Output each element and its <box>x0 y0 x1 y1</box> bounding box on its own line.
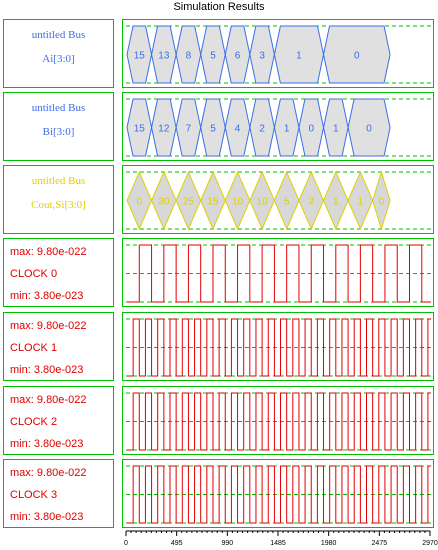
bus-waveform-ai[interactable] <box>122 19 434 88</box>
clock-max-value: max: 9.80e-022 <box>10 394 87 406</box>
time-axis <box>122 529 438 550</box>
clock-label-2[interactable] <box>3 386 114 455</box>
bus-value-label: 7 <box>185 123 192 135</box>
clock-trace <box>127 466 431 523</box>
bus-value-label: 0 <box>354 50 360 62</box>
axis-tick-label: 990 <box>221 540 234 547</box>
clock-name: CLOCK 3 <box>10 489 58 501</box>
bus-waveform-bi[interactable] <box>122 92 434 161</box>
bus-signal-name: Bi[3:0] <box>42 126 75 138</box>
bus-value-label: 1 <box>333 123 339 135</box>
clock-max-value: max: 9.80e-022 <box>10 320 87 332</box>
bus-value-label: 5 <box>210 50 216 62</box>
clock-trace <box>127 245 431 302</box>
bus-signal-name: Cout,Si[3:0] <box>31 199 86 211</box>
clock-max-value: max: 9.80e-022 <box>10 246 87 258</box>
clock-name: CLOCK 2 <box>10 416 58 428</box>
clock-name: CLOCK 1 <box>10 342 58 354</box>
bus-label-ai[interactable] <box>3 19 114 88</box>
clock-min-value: min: 3.80e-023 <box>10 364 84 376</box>
bus-value-label: 5 <box>283 196 290 208</box>
bus-value-label: 0 <box>378 196 385 208</box>
axis-tick-label: 1980 <box>320 540 337 547</box>
bus-waveform-svg <box>123 20 435 89</box>
axis-tick-label: 0 <box>124 540 128 547</box>
bus-value-label: 4 <box>234 123 241 135</box>
bus-value-label: 15 <box>133 50 145 62</box>
bus-value-label: 5 <box>210 123 216 135</box>
bus-waveform-cout-si[interactable] <box>122 165 434 234</box>
clock-waveform-svg <box>123 313 435 382</box>
bus-signal-name: Ai[3:0] <box>42 53 75 65</box>
bus-value-label: 0 <box>366 123 372 135</box>
clock-waveform-svg <box>123 239 435 308</box>
bus-value-label: 1 <box>296 50 302 62</box>
clock-label-0[interactable] <box>3 238 114 307</box>
axis-tick-label: 2970 <box>422 540 438 547</box>
bus-waveform-svg <box>123 166 435 235</box>
bus-value-label: 0 <box>308 123 315 135</box>
bus-value-label: 1 <box>283 123 290 135</box>
bus-value-label: 30 <box>158 196 170 208</box>
clock-waveform-svg <box>123 460 435 529</box>
clock-waveform-0[interactable] <box>122 238 434 307</box>
axis-tick-label: 2475 <box>371 540 388 547</box>
bus-value-label: 13 <box>158 50 170 62</box>
clock-trace <box>127 319 431 376</box>
bus-name: untitled Bus <box>31 175 86 187</box>
axis-tick-label: 495 <box>170 540 183 547</box>
bus-value-label: 0 <box>136 196 143 208</box>
clock-label-3[interactable] <box>3 459 114 528</box>
bus-value-label: 25 <box>182 196 194 208</box>
bus-value-label: 1 <box>333 196 339 208</box>
bus-value-label: 6 <box>234 50 241 62</box>
clock-waveform-2[interactable] <box>122 386 434 455</box>
bus-value-label: 15 <box>207 196 219 208</box>
bus-value-label: 15 <box>133 123 145 135</box>
bus-value-label: 12 <box>158 123 170 135</box>
clock-trace <box>127 393 431 450</box>
clock-min-value: min: 3.80e-023 <box>10 511 84 523</box>
bus-label-cout-si[interactable] <box>3 165 114 234</box>
bus-waveform-svg <box>123 93 435 162</box>
clock-name: CLOCK 0 <box>10 268 58 280</box>
bus-value-label: 1 <box>357 196 364 208</box>
window-title: Simulation Results <box>173 1 265 13</box>
bus-value-label: 3 <box>259 50 265 62</box>
axis-tick-label: 1485 <box>270 540 286 547</box>
bus-name: untitled Bus <box>31 102 86 114</box>
bus-value-label: 8 <box>185 50 192 62</box>
clock-label-1[interactable] <box>3 312 114 381</box>
bus-value-label: 2 <box>259 123 265 135</box>
clock-waveform-1[interactable] <box>122 312 434 381</box>
clock-waveform-3[interactable] <box>122 459 434 528</box>
bus-value-label: 10 <box>231 196 244 208</box>
bus-name: untitled Bus <box>31 29 86 41</box>
bus-value-label: 2 <box>308 196 315 208</box>
clock-waveform-svg <box>123 387 435 456</box>
bus-label-bi[interactable] <box>3 92 114 161</box>
clock-min-value: min: 3.80e-023 <box>10 290 84 302</box>
clock-max-value: max: 9.80e-022 <box>10 467 87 479</box>
bus-value-label: 10 <box>256 196 268 208</box>
clock-min-value: min: 3.80e-023 <box>10 438 84 450</box>
